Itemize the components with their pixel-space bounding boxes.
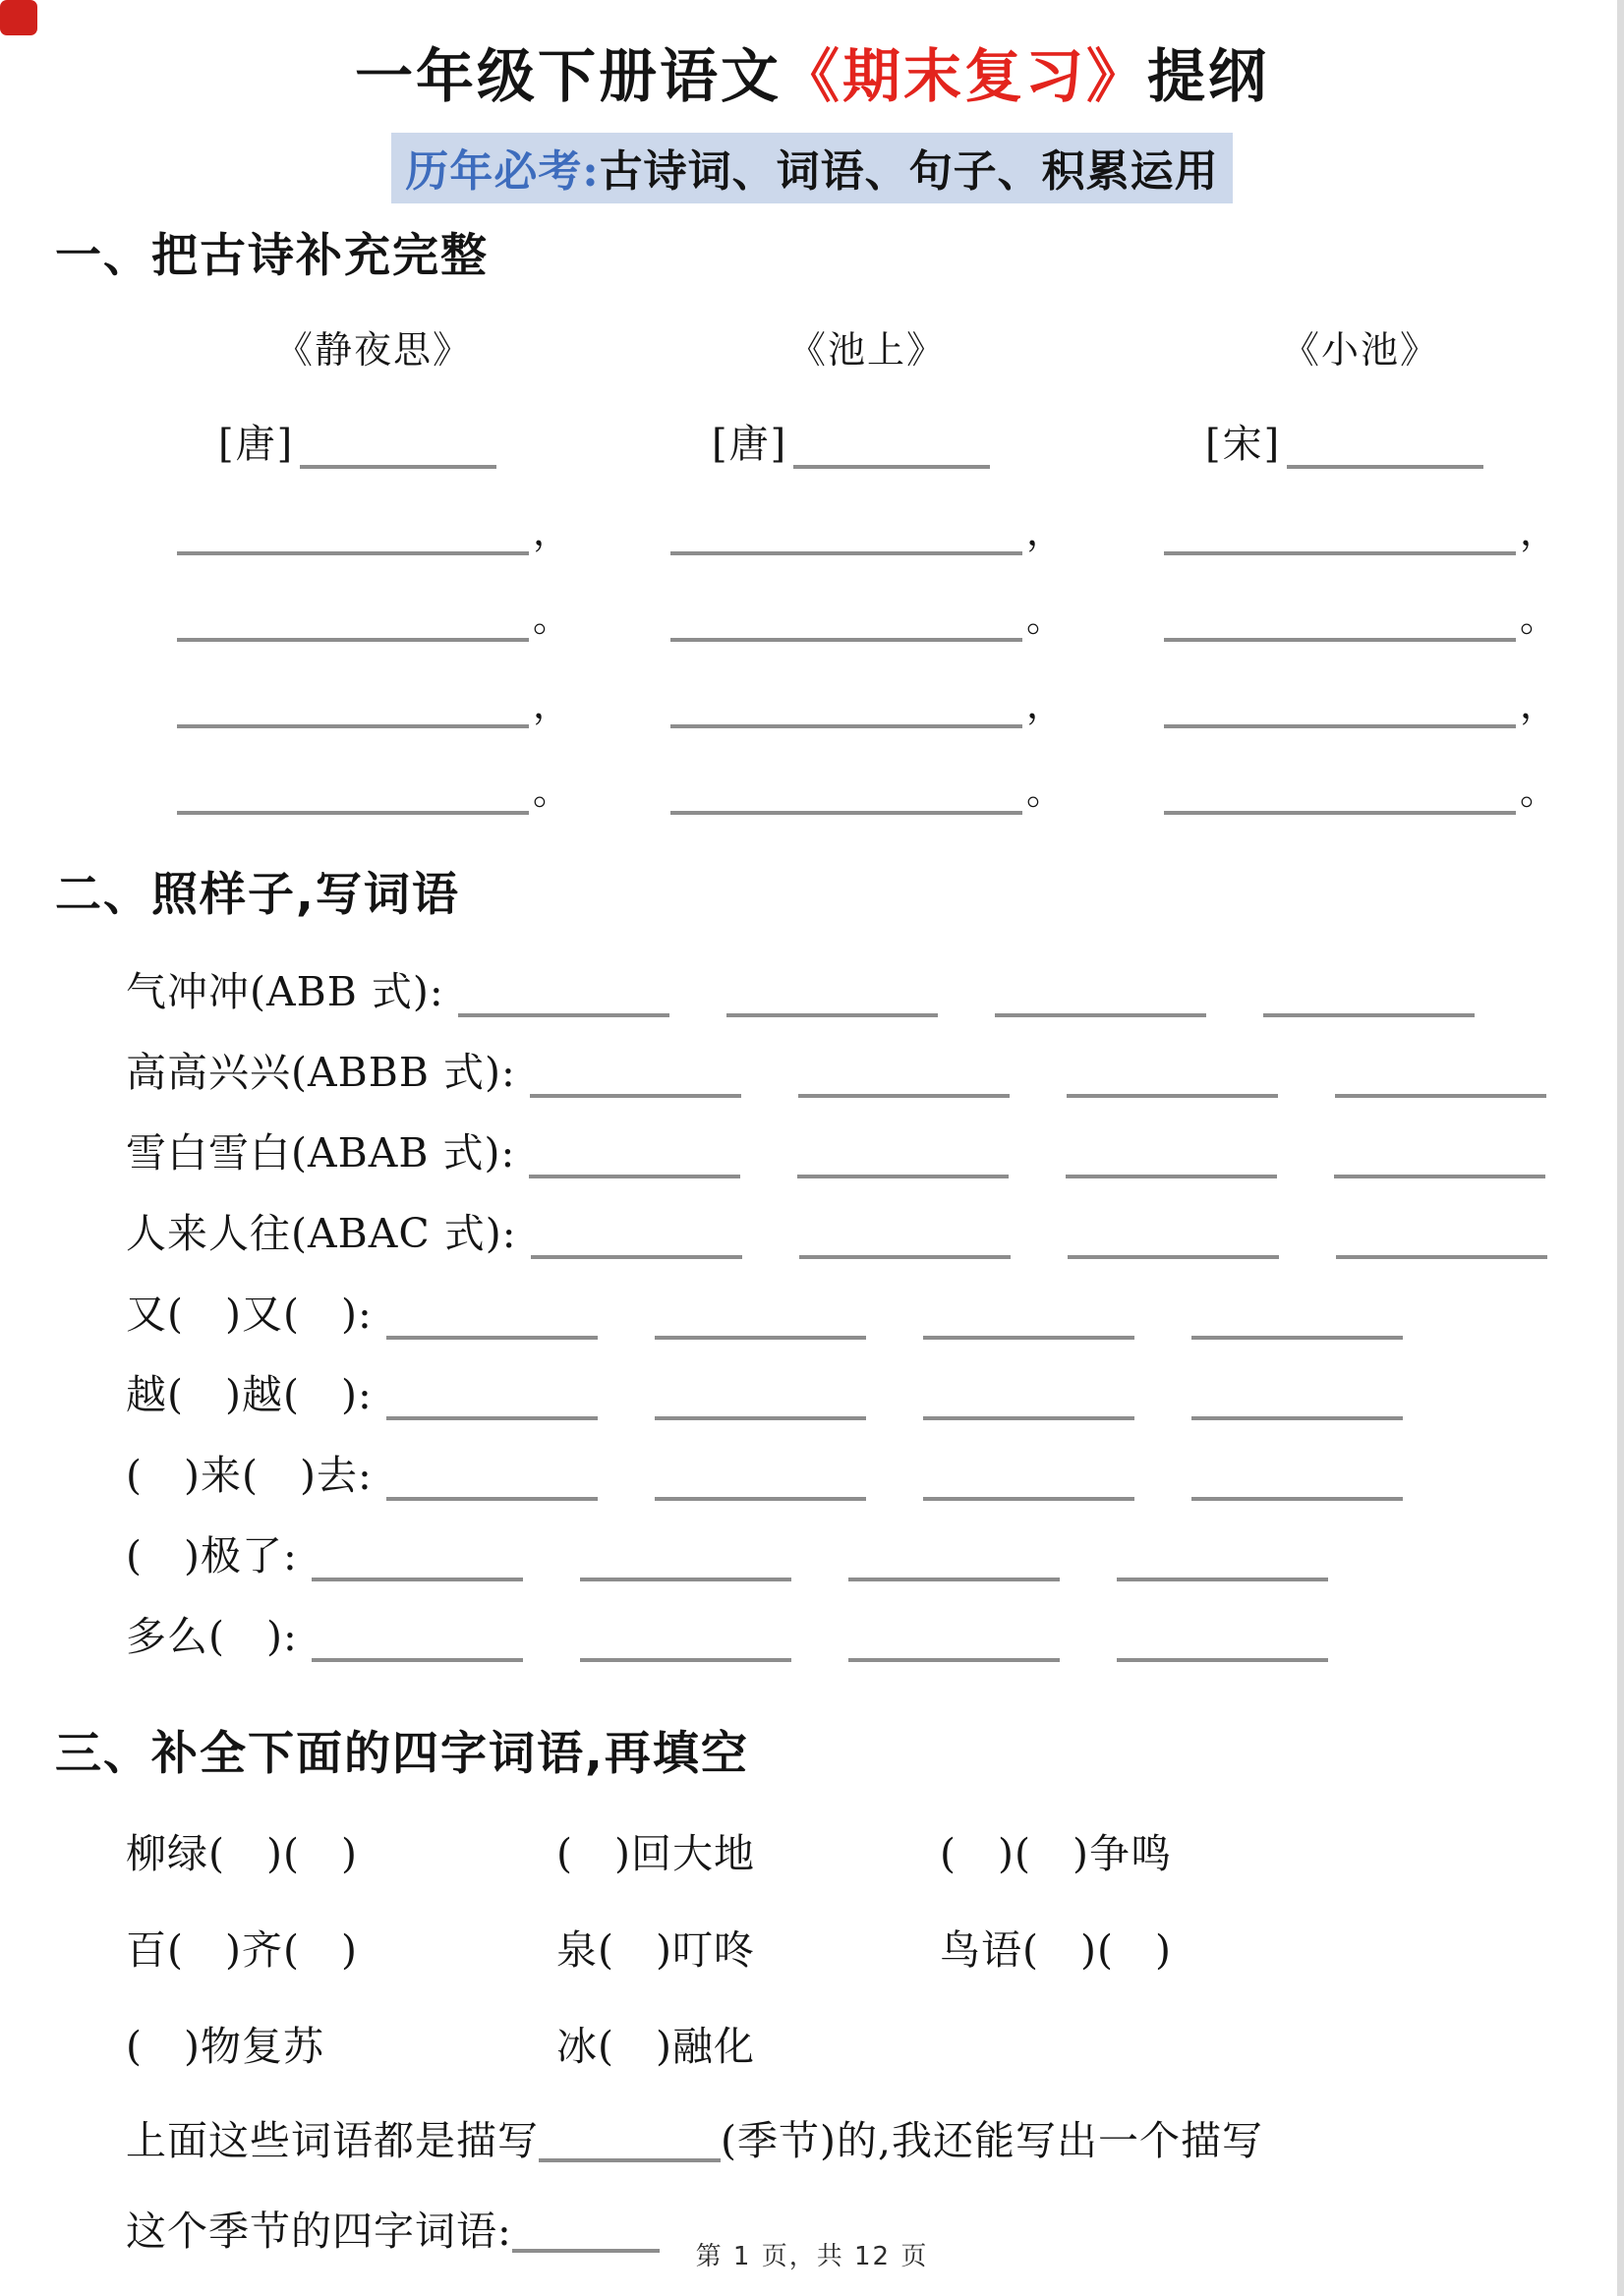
four-char-word: ( )回大地 xyxy=(556,1830,755,1877)
poem-grid xyxy=(177,327,1624,815)
blank-line xyxy=(386,1332,598,1340)
pattern-label: 气冲冲(ABB 式): xyxy=(126,968,444,1015)
four-char-word: ( )( )争鸣 xyxy=(940,1830,1172,1877)
verse-blank-line xyxy=(670,720,1022,728)
subtitle-row xyxy=(0,133,1624,203)
season-blank-line xyxy=(539,2154,721,2162)
verse-blank-line xyxy=(177,807,529,815)
section-four-char-words xyxy=(0,1727,1624,2256)
verse-blank-line xyxy=(670,807,1022,815)
author-blank-line xyxy=(793,461,990,469)
poem-author-row xyxy=(1164,406,1557,469)
poem-author-row xyxy=(670,406,1064,469)
blank-line xyxy=(1263,1009,1475,1017)
blank-line xyxy=(1191,1493,1403,1501)
word-pattern-row xyxy=(126,1501,1624,1581)
verse-row xyxy=(670,555,1064,642)
scan-edge xyxy=(1617,0,1624,2296)
verse-punctuation: 。 xyxy=(1025,597,1064,640)
dynasty-label: [宋] xyxy=(1205,422,1282,467)
blank-line xyxy=(923,1332,1134,1340)
blank-line xyxy=(848,1574,1060,1581)
subtitle-content: 古诗词、词语、句子、积累运用 xyxy=(599,146,1219,197)
blank-line xyxy=(848,1654,1060,1662)
blank-line xyxy=(655,1493,866,1501)
verse-blank-line xyxy=(670,634,1022,642)
blank-line xyxy=(312,1654,523,1662)
verse-blank-line xyxy=(670,547,1022,555)
page-title xyxy=(39,29,1585,113)
verse-row xyxy=(177,728,570,815)
pattern-label: 人来人往(ABAC 式): xyxy=(126,1210,517,1257)
pattern-label: 多么( ): xyxy=(126,1613,298,1660)
blank-line xyxy=(1067,1090,1278,1098)
word-pattern-row xyxy=(126,1098,1624,1178)
section2-heading: 二、照样子,写词语 xyxy=(55,868,460,922)
poem-author-row xyxy=(177,406,570,469)
blank-line xyxy=(312,1574,523,1581)
word-row xyxy=(126,2022,1624,2071)
four-char-word: 柳绿( )( ) xyxy=(126,1830,358,1877)
verse-punctuation: ， xyxy=(1025,683,1064,726)
poem-column-xiaochi xyxy=(1164,327,1557,815)
word-row xyxy=(126,1925,1624,1975)
verse-row xyxy=(177,555,570,642)
verse-blank-line xyxy=(177,720,529,728)
word-pattern-row xyxy=(126,1340,1624,1420)
title-highlight: 《期末复习》 xyxy=(781,42,1147,110)
section-poems xyxy=(0,229,1624,815)
poem-title: 《池上》 xyxy=(787,328,946,372)
pattern-label: ( )极了: xyxy=(126,1532,298,1579)
blank-line xyxy=(386,1493,598,1501)
verse-punctuation: ， xyxy=(532,683,570,726)
blank-line xyxy=(1066,1171,1277,1178)
blank-line xyxy=(655,1332,866,1340)
word-pattern-row xyxy=(126,1178,1624,1259)
subtitle-label: 历年必考: xyxy=(405,146,600,197)
verse-row xyxy=(177,469,570,555)
blank-line xyxy=(797,1171,1009,1178)
four-char-word: 鸟语( )( ) xyxy=(940,1926,1172,1974)
verse-row xyxy=(670,642,1064,728)
poem-column-jingyesi xyxy=(177,327,570,815)
verse-punctuation: 。 xyxy=(532,597,570,640)
blank-line xyxy=(458,1009,669,1017)
blank-line xyxy=(580,1574,791,1581)
word-pattern-list xyxy=(126,937,1624,1662)
poem-title: 《小池》 xyxy=(1281,328,1439,372)
blank-line xyxy=(1335,1090,1546,1098)
pattern-label: ( )来( )去: xyxy=(126,1452,373,1499)
blank-line xyxy=(531,1251,742,1259)
verse-punctuation: ， xyxy=(532,510,570,553)
verse-blank-line xyxy=(177,547,529,555)
blank-line xyxy=(799,1251,1011,1259)
verse-row xyxy=(670,728,1064,815)
verse-punctuation: ， xyxy=(1519,510,1557,553)
word-pattern-row xyxy=(126,1259,1624,1340)
verse-row xyxy=(1164,642,1557,728)
sentence-before-blank: 上面这些词语都是描写 xyxy=(126,2117,539,2164)
pattern-label: 越( )越( ): xyxy=(126,1371,373,1418)
verse-row xyxy=(177,642,570,728)
blank-line xyxy=(529,1171,740,1178)
blank-line xyxy=(726,1009,938,1017)
verse-punctuation: 。 xyxy=(1025,770,1064,813)
blank-line xyxy=(1068,1251,1279,1259)
corner-mark xyxy=(0,0,37,35)
page-number: 第 1 页，共 12 页 xyxy=(695,2242,929,2271)
author-blank-line xyxy=(1287,461,1483,469)
blank-line xyxy=(1336,1251,1547,1259)
verse-row xyxy=(1164,555,1557,642)
blank-line xyxy=(530,1090,741,1098)
word-row xyxy=(126,1829,1624,1878)
pattern-label: 高高兴兴(ABBB 式): xyxy=(126,1049,516,1096)
pattern-label: 又( )又( ): xyxy=(126,1291,373,1338)
title-suffix: 提纲 xyxy=(1147,42,1270,110)
poem-column-chishang xyxy=(670,327,1064,815)
blank-line xyxy=(1191,1412,1403,1420)
title-prefix: 一年级下册语文 xyxy=(354,42,782,110)
verse-row xyxy=(1164,469,1557,555)
verse-punctuation: ， xyxy=(1519,683,1557,726)
verse-punctuation: 。 xyxy=(1519,770,1557,813)
verse-blank-line xyxy=(1164,634,1516,642)
section3-heading: 三、补全下面的四字词语,再填空 xyxy=(55,1727,749,1781)
four-char-word: ( )物复苏 xyxy=(126,2023,324,2070)
verse-row xyxy=(1164,728,1557,815)
verse-blank-line xyxy=(1164,720,1516,728)
section1-heading: 一、把古诗补充完整 xyxy=(55,229,489,283)
blank-line xyxy=(995,1009,1206,1017)
blank-line xyxy=(1191,1332,1403,1340)
verse-punctuation: ， xyxy=(1025,510,1064,553)
word-pattern-row xyxy=(126,1581,1624,1662)
section-word-patterns xyxy=(0,868,1624,1662)
blank-line xyxy=(655,1412,866,1420)
blank-line xyxy=(1117,1574,1328,1581)
poem-title: 《静夜思》 xyxy=(274,328,472,372)
verse-blank-line xyxy=(177,634,529,642)
blank-line xyxy=(1117,1654,1328,1662)
subtitle-badge xyxy=(391,133,1232,203)
verse-blank-line xyxy=(1164,807,1516,815)
word-pattern-row xyxy=(126,1017,1624,1098)
blank-line xyxy=(580,1654,791,1662)
blank-line xyxy=(1334,1171,1545,1178)
word-pattern-row xyxy=(126,937,1624,1017)
blank-line xyxy=(798,1090,1010,1098)
sentence-line2-label: 这个季节的四字词语: xyxy=(126,2208,512,2255)
blank-line xyxy=(386,1412,598,1420)
sentence-after-blank: (季节)的,我还能写出一个描写 xyxy=(721,2117,1264,2164)
four-char-word: 泉( )叮咚 xyxy=(556,1926,755,1974)
four-char-word: 冰( )融化 xyxy=(556,2023,755,2070)
verse-punctuation: 。 xyxy=(1519,597,1557,640)
fill-sentence-line1 xyxy=(126,2116,1565,2165)
dynasty-label: [唐] xyxy=(218,422,295,467)
word-pattern-row xyxy=(126,1420,1624,1501)
author-blank-line xyxy=(300,461,496,469)
four-char-word: 百( )齐( ) xyxy=(126,1926,358,1974)
blank-line xyxy=(923,1412,1134,1420)
four-char-word-rows xyxy=(0,1829,1624,2071)
verse-punctuation: 。 xyxy=(532,770,570,813)
verse-blank-line xyxy=(1164,547,1516,555)
dynasty-label: [唐] xyxy=(712,422,788,467)
verse-row xyxy=(670,469,1064,555)
blank-line xyxy=(923,1493,1134,1501)
pattern-label: 雪白雪白(ABAB 式): xyxy=(126,1129,516,1177)
